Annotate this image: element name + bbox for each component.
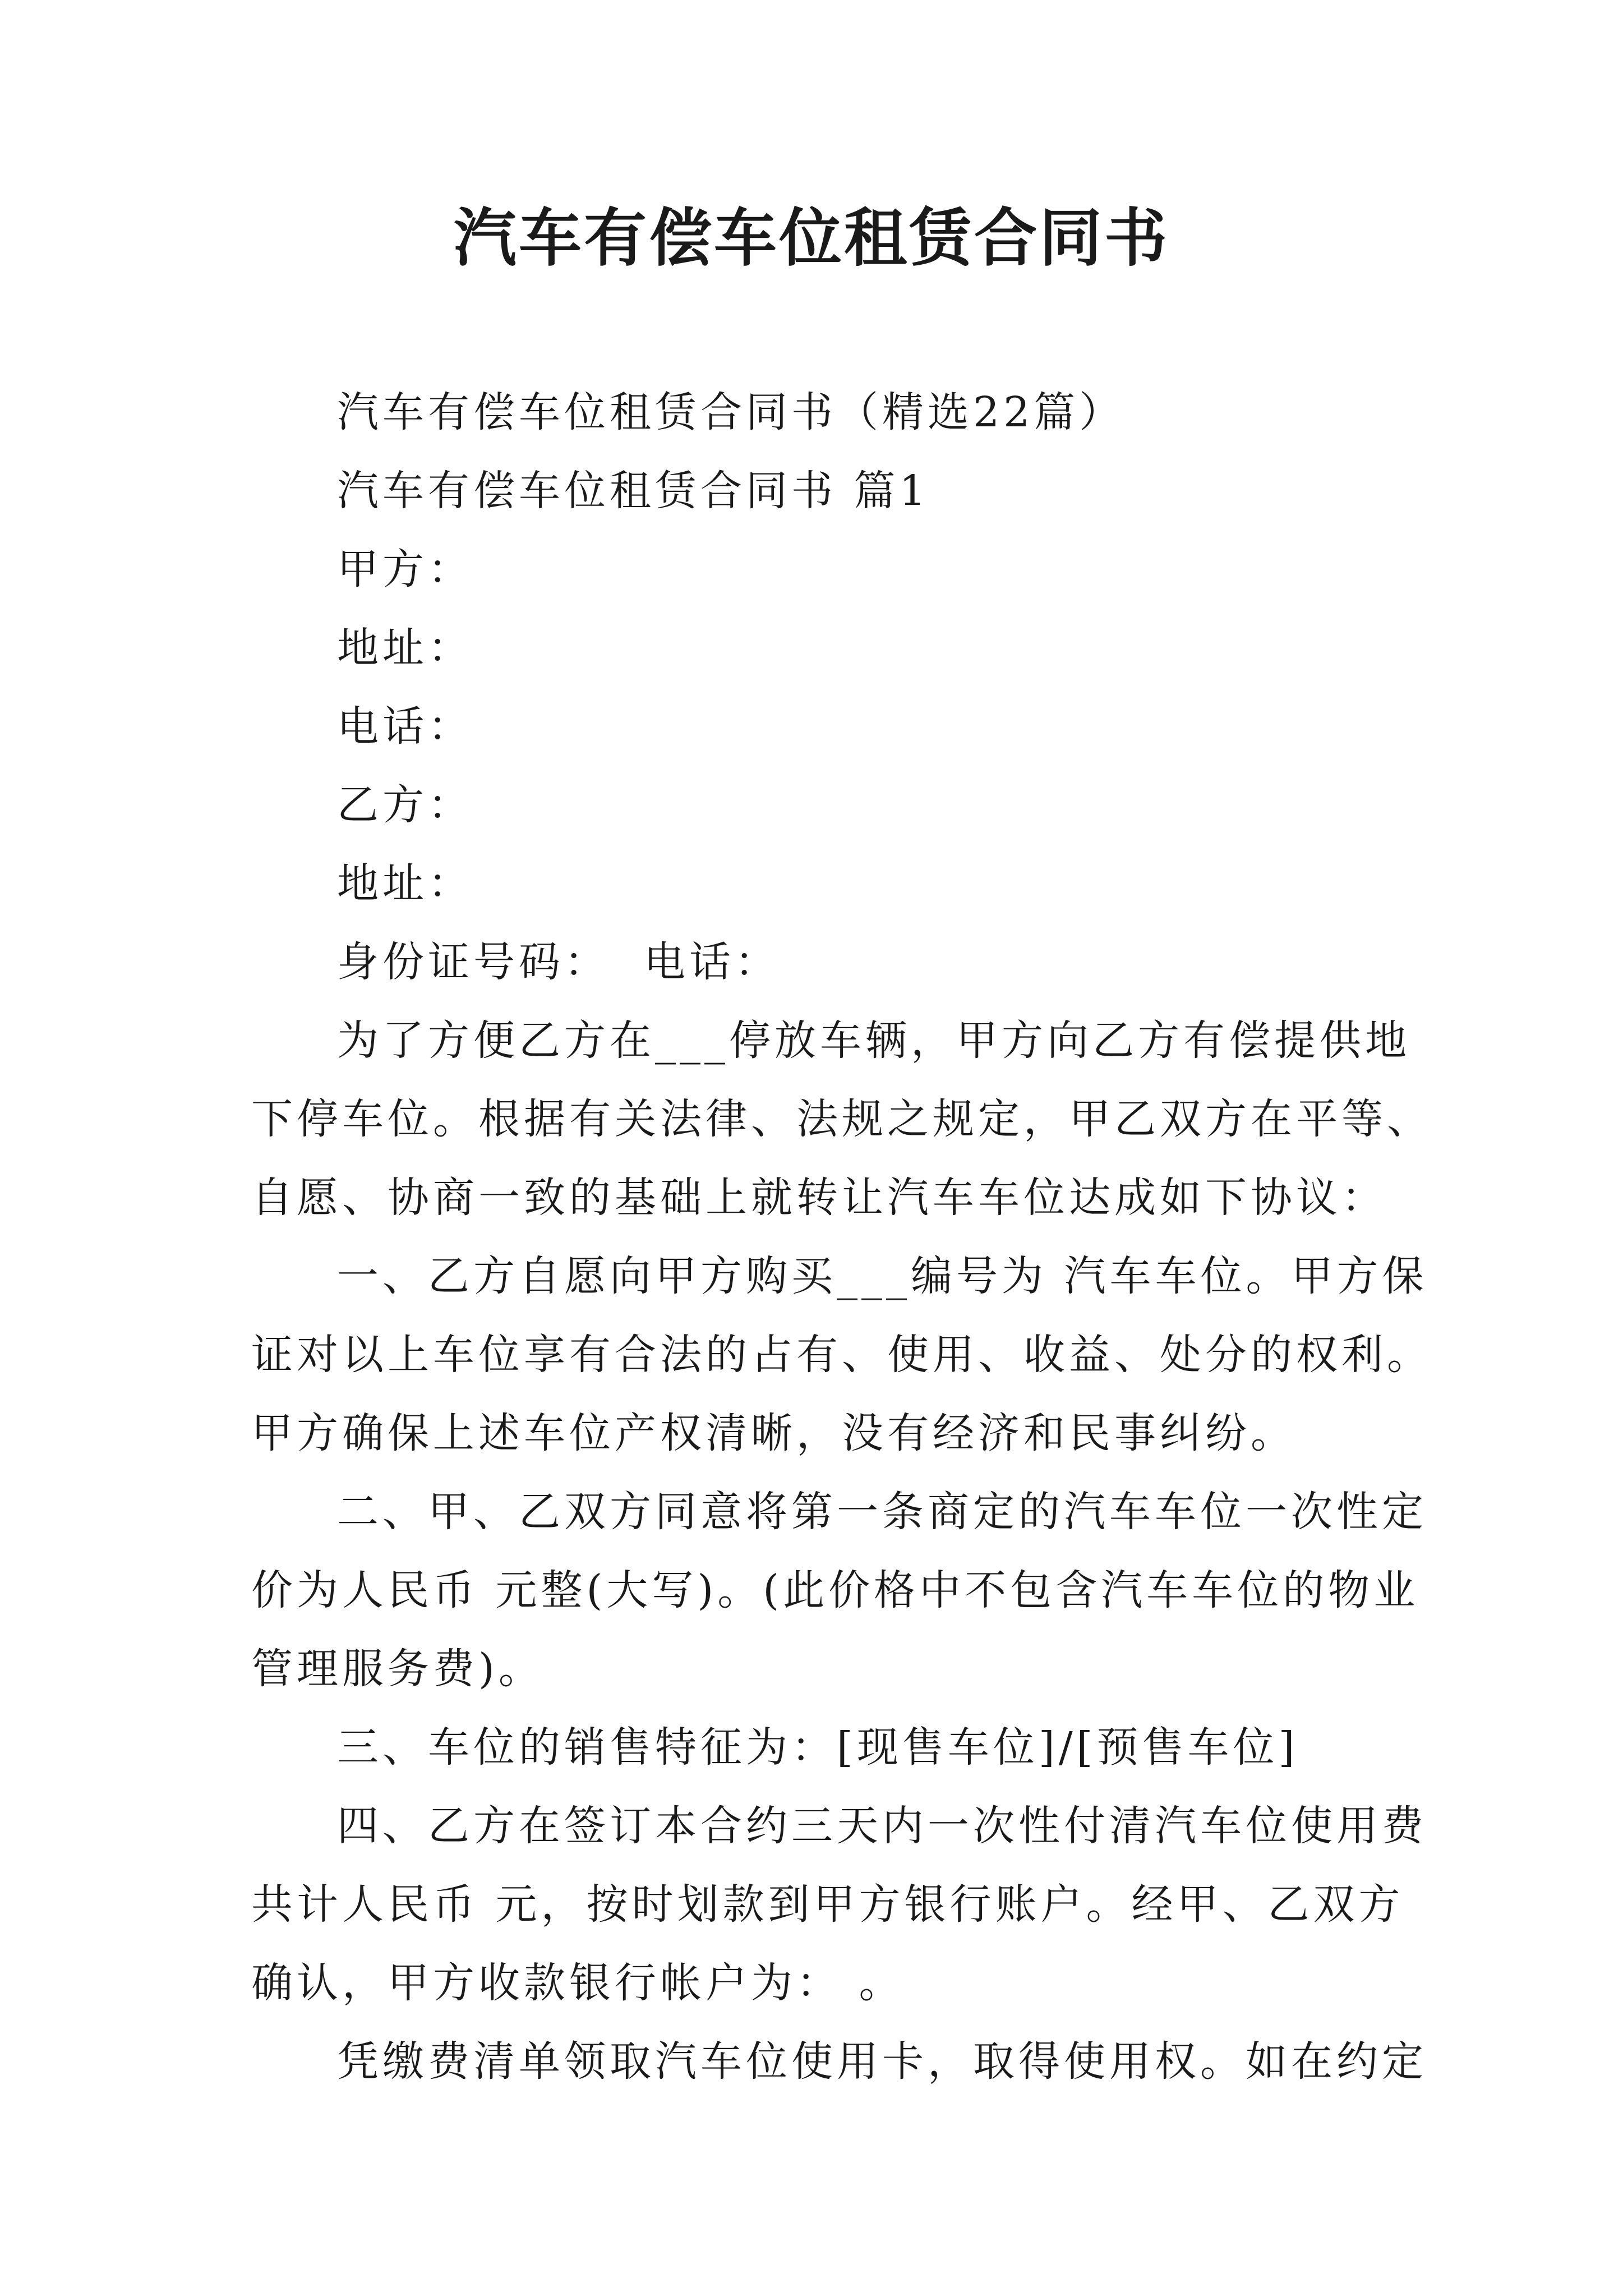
paragraph-line: 三、车位的销售特征为：[现售车位]/[预售车位] bbox=[337, 1723, 1299, 1772]
document-body bbox=[251, 373, 1432, 2101]
paragraph-line: 甲方确保上述车位产权清晰，没有经济和民事纠纷。 bbox=[251, 1409, 1296, 1457]
party-a-label: 甲方： bbox=[337, 545, 473, 593]
section-heading: 汽车有偿车位租赁合同书 篇1 bbox=[337, 467, 930, 515]
clause-4-continuation-paragraph bbox=[251, 2022, 1427, 2101]
party-b-id-phone-label: 身份证号码： 电话： bbox=[337, 938, 781, 986]
subtitle-line: 汽车有偿车位租赁合同书（精选22篇） bbox=[337, 388, 1125, 436]
party-a-address-label: 地址： bbox=[337, 624, 473, 672]
party-b-address-label: 地址： bbox=[337, 859, 473, 908]
paragraph-line: 价为人民币 元整(大写)。(此价格中不包含汽车车位的物业 bbox=[251, 1566, 1419, 1614]
paragraph-line: 证对以上车位享有合法的占有、使用、收益、处分的权利。 bbox=[251, 1331, 1432, 1379]
paragraph-line: 凭缴费清单领取汽车位使用卡，取得使用权。如在约定 bbox=[337, 2037, 1427, 2086]
paragraph-line: 为了方便乙方在___停放车辆，甲方向乙方有偿提供地 bbox=[337, 1016, 1410, 1065]
clause-2-paragraph bbox=[251, 1473, 1427, 1708]
paragraph-line: 自愿、协商一致的基础上就转让汽车车位达成如下协议： bbox=[251, 1174, 1387, 1222]
paragraph-line: 管理服务费)。 bbox=[251, 1645, 544, 1693]
clause-3-paragraph bbox=[251, 1708, 1395, 1787]
paragraph-line: 二、甲、乙双方同意将第一条商定的汽车车位一次性定 bbox=[337, 1488, 1427, 1536]
paragraph-line: 下停车位。根据有关法律、法规之规定，甲乙双方在平等、 bbox=[251, 1095, 1432, 1143]
paragraph-line: 共计人民币 元，按时划款到甲方银行账户。经甲、乙双方 bbox=[251, 1880, 1404, 1929]
party-a-phone-label: 电话： bbox=[337, 702, 473, 751]
party-b-label: 乙方： bbox=[337, 781, 473, 829]
document-title: 汽车有偿车位租赁合同书 bbox=[454, 201, 1169, 275]
clause-4-paragraph bbox=[251, 1787, 1427, 2022]
paragraph-line: 确认，甲方收款银行帐户为： 。 bbox=[251, 1959, 905, 2007]
clause-1-paragraph bbox=[251, 1237, 1432, 1473]
preamble-paragraph bbox=[251, 1001, 1432, 1237]
paragraph-line: 四、乙方在签订本合约三天内一次性付清汽车位使用费 bbox=[337, 1802, 1427, 1850]
paragraph-line: 一、乙方自愿向甲方购买___编号为 汽车车位。甲方保 bbox=[337, 1252, 1428, 1300]
